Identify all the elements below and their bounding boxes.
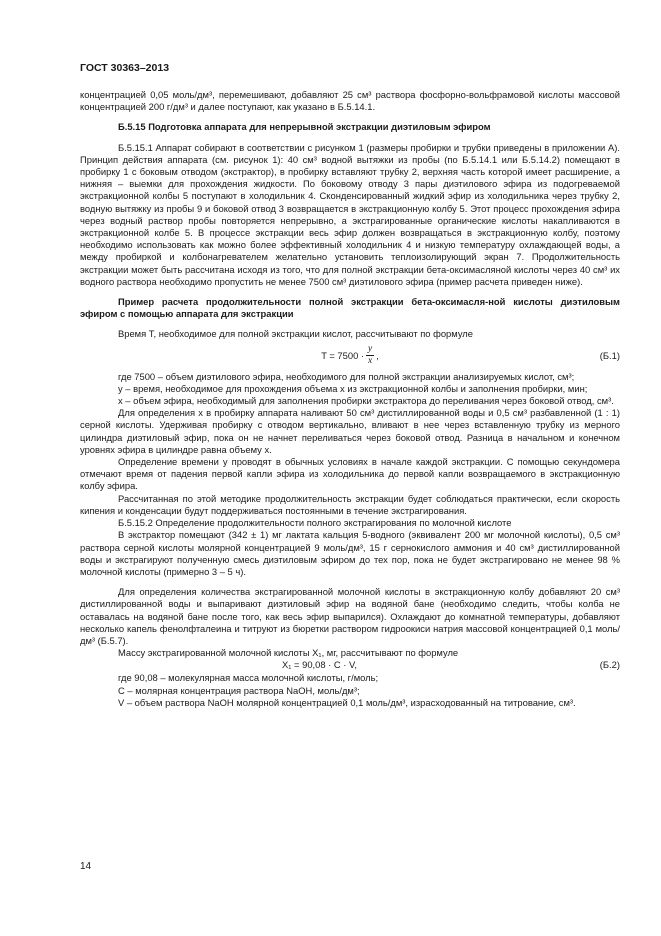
formula-b1-number: (Б.1) — [599, 349, 620, 361]
paragraph-time-formula-intro: Время T, необходимое для полной экстракции кислот, рассчитывают по формуле — [118, 328, 473, 340]
formula-b1-left: T = 7500 · — [321, 349, 365, 361]
formula-b2-text: X₁ = 90,08 · C · V, — [282, 659, 357, 671]
section-heading-b5-15: Б.5.15 Подготовка аппарата для непрерывной экстракции диэтиловым эфиром — [118, 121, 491, 133]
document-header: ГОСТ 30363–2013 — [80, 62, 170, 74]
paragraph-where-c: C – молярная концентрация раствора NaOH, моль/дм³; — [118, 684, 360, 696]
paragraph-b5-15-1: Б.5.15.1 Аппарат собирают в соответствии с рисунком 1 (размеры пробирки и трубки приведены в приложении А). Принцип действия аппарата (см. рисунок 1): 40 см³ водной вытяжки из пробы (по Б.5.14.1 или Б.5.14.2) помещают в пробирку 1 с боковым отводом (экстрактор), в пробирку вставляют трубку 2, верхняя часть которой имеет расширение, а нижняя – выемки для прохождения жидкости. По боковому отводу 3 пары диэтилового эфира из подогреваемой экстракционной колбы 5 поступают в холодильник 4. Сконденсированный жидкий эфир из холодильника через трубку 2, водную вытяжку из пробы 9 и боковой отвод 3 возвращается в экстракционную колбу 5. Этот процесс прохождения эфира через водный раствор пробы повторяется непрерывно, а экстрагированные органические кислоты накапливаются в экстракционной колбе 5. В процессе экстракции весь эфир должен возвращаться в экстракционную колбу, поэтому необходимо использовать как можно более эффективный холодильник 4 и низкую температуру охлаждающей воды, а между пробиркой и колбонагревателем желательно установить теплоизолирующий экран 7. Продолжительность экстракции может быть рассчитана исходя из того, что для полной экстракции бета-оксимасляной кислоты через 40 см³ их водного раствора необходимо пропустить не менее 7500 см³ диэтилового эфира (пример расчета приведен ниже). — [80, 141, 620, 287]
paragraph-determine-x: Для определения x в пробирку аппарата наливают 50 см³ дистиллированной воды и 0,5 см³ разбавленной (1 : 1) серной кислоты. Удерживая пробирку с отводом вертикально, вливают в нее через вставленную трубку из мерного цилиндра диэтиловый эфир, пока он не начнет переливаться через боковой отвод. Разница в начальном и конечном уровнях эфира в цилиндре равна объему x. — [80, 407, 620, 455]
formula-b1-denominator: x — [368, 356, 373, 367]
paragraph-where-x: x – объем эфира, необходимый для заполнения пробирки экстрактора до переливания через боковой отвод, см³. — [118, 395, 614, 407]
formula-b2 — [80, 659, 620, 672]
formula-b1-fraction — [366, 344, 374, 367]
example-heading: Пример расчета продолжительности полной экстракции бета-оксимасля-ной кислоты диэтиловым эфиром с помощью аппарата для экстракции — [80, 296, 620, 320]
paragraph-where-7500: где 7500 – объем диэтилового эфира, необходимого для полной экстракции анализируемых кислот, см³; — [118, 370, 575, 382]
formula-b1-tail: , — [376, 349, 379, 361]
document-body — [80, 89, 620, 709]
formula-b1-numerator: y — [368, 344, 373, 355]
paragraph-determine-y: Определение времени y проводят в обычных условиях в начале каждой экстракции. С помощью секундомера отмечают время от падения первой капли эфира из холодильника до первой капли возвращаемого в экстракционную колбу эфира. — [80, 456, 620, 492]
paragraph-b5-15-2: Б.5.15.2 Определение продолжительности полного экстрагирования по молочной кислоте — [118, 517, 512, 529]
paragraph-calculated-duration: Рассчитанная по этой методике продолжительность экстракции будет соблюдаться практически, если скорость кипения и конденсации будут поддерживаться постоянными в течение экстрагирования. — [80, 492, 620, 516]
formula-b1 — [80, 341, 620, 371]
paragraph-where-y: y – время, необходимое для прохождения объема x из экстракционной колбы и заполнения пробирки, мин; — [118, 382, 588, 394]
page-number: 14 — [80, 861, 92, 872]
paragraph-where-v: V – объем раствора NaOH молярной концентрацией 0,1 моль/дм³, израсходованный на титрование, см³. — [118, 696, 576, 708]
paragraph-where-9008: где 90,08 – молекулярная масса молочной кислоты, г/моль; — [118, 672, 379, 684]
paragraph-mass-formula-intro: Массу экстрагированной молочной кислоты X₁, мг, рассчитывают по формуле — [118, 647, 459, 659]
paragraph-continuation: концентрацией 0,05 моль/дм³, перемешивают, добавляют 25 см³ раствора фосфорно-вольфрамовой кислоты массовой концентрацией 200 г/дм³ и далее поступают, как указано в Б.5.14.1. — [80, 89, 620, 113]
formula-b2-number: (Б.2) — [599, 659, 620, 671]
paragraph-extractor-loading: В экстрактор помещают (342 ± 1) мг лактата кальция 5-водного (эквивалент 200 мг молочной кислоты), 0,5 см³ раствора серной кислоты молярной концентрацией 9 моль/дм³, 15 г сернокислого аммония и 40 см³ дистиллированной воды и экстрагируют полученную смесь диэтиловым эфиром до тех пор, пока не будет экстрагировано не менее 98 % молочной кислоты (примерно 3 – 5 ч). — [80, 529, 620, 577]
paragraph-lactic-determination: Для определения количества экстрагированной молочной кислоты в экстракционную колбу добавляют 20 см³ дистиллированной воды и выпаривают диэтиловый эфир на водяной бане (необходимо следить, чтобы колба не оставалась на водяной бане после того, как весь эфир выпарился). Охлаждают до комнатной температуры, добавляют несколько капель фенолфталеина и титруют из бюретки раствором гидроокиси натрия массовой концентрацией 0,1 моль/дм³ (Б.5.7). — [80, 586, 620, 646]
